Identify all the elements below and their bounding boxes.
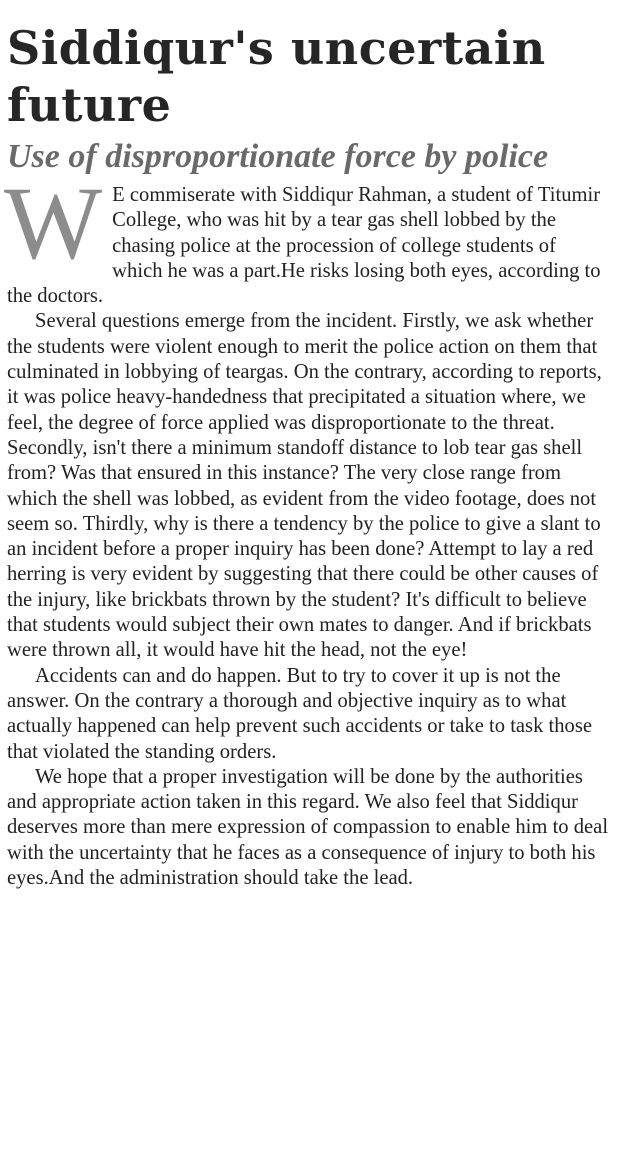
- paragraph-1-text: E commiserate with Siddiqur Rahman, a student of Titumir College, who was hit by a tear gas shell lobbed by the chasing police at the procession of college students of which he was a part.He risks losing both eyes, according to the doctors.: [7, 184, 601, 308]
- paragraph-4: We hope that a proper investigation will be done by the authorities and appropriate action taken in this regard. We also feel that Siddiqur deserves more than mere expression of compassion to enable him to deal with the uncertainty that he faces as a consequence of injury to both his eyes.And the administration should take the lead.: [7, 765, 609, 890]
- subhead: Use of disproportionate force by police: [7, 138, 549, 175]
- drop-cap: W: [4, 166, 103, 281]
- article-body: [4, 166, 609, 891]
- headline: Siddiqur's uncertain future: [7, 21, 546, 132]
- paragraph-1: [4, 166, 609, 309]
- editorial-article: [4, 20, 609, 891]
- paragraph-3: Accidents can and do happen. But to try to cover it up is not the answer. On the contrary a thorough and objective inquiry as to what actually happened can help prevent such accidents or take to task those that violated the standing orders.: [7, 664, 592, 763]
- paragraph-2: Several questions emerge from the incident. Firstly, we ask whether the students were violent enough to merit the police action on them that culminated in lobbying of teargas. On the contrary, according to reports, it was police heavy-handedness that precipitated a situation where, we feel, the degree of force applied was disproportionate to the threat. Secondly, isn't there a minimum standoff distance to lob tear gas shell from? Was that ensured in this instance? The very close range from which the shell was lobbed, as evident from the video footage, does not seem so. Thirdly, why is there a tendency by the police to give a slant to an incident before a proper inquiry has been done? Attempt to lay a red herring is very evident by suggesting that there could be other causes of the injury, like brickbats thrown by the student? It's difficult to believe that students would subject their own mates to danger. And if brickbats were thrown all, it would have hit the head, not the eye!: [7, 310, 602, 662]
